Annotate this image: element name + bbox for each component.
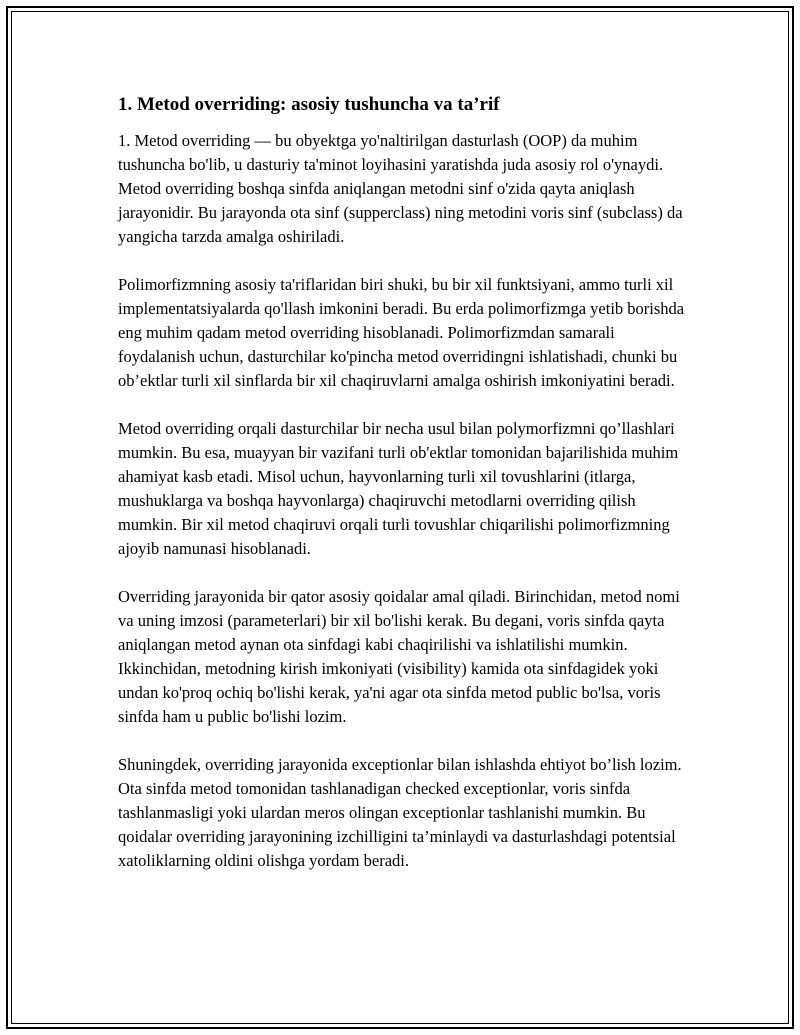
paragraph-4: Overriding jarayonida bir qator asosiy qoidalar amal qiladi. Birinchidan, metod nomi va uning imzosi (parameterlari) bir xil bo'lishi kerak. Bu degani, voris sinfda qayta aniqlangan metod aynan ota sinfdagi kabi chaqirilishi va ishlatilishi mumkin. Ikkinchidan, metodning kirish imkoniyati (visibility) kamida ota sinfdagidek yoki undan ko'proq ochiq bo'lishi kerak, ya'ni agar ota sinfda metod public bo'lsa, voris sinfda ham u public bo'lishi lozim.: [118, 587, 680, 726]
section-heading: 1. Metod overriding: asosiy tushuncha va ta’rif: [118, 94, 500, 115]
paragraph-3: Metod overriding orqali dasturchilar bir necha usul bilan polymorfizmni qo’llashlari mumkin. Bu esa, muayyan bir vazifani turli ob'ektlar tomonidan bajarilishida muhim ahamiyat kasb etadi. Misol uchun, hayvonlarning turli xil tovushlarini (itlarga, mushuklarga va boshqa hayvonlarga) chaqiruvchi metodlarni overriding qilish mumkin. Bir xil metod chaqiruvi orqali turli tovushlar chiqarilishi polimorfizmning ajoyib namunasi hisoblanadi.: [118, 419, 679, 558]
document-body: [118, 92, 690, 897]
paragraph-1: 1. Metod overriding — bu obyektga yo'naltirilgan dasturlash (OOP) da muhim tushuncha bo'lib, u dasturiy ta'minot loyihasini yaratishda juda asosiy rol o'ynaydi. Metod overriding boshqa sinfda aniqlangan metodni sinf o'zida qayta aniqlash jarayonidir. Bu jarayonda ota sinf (supperclass) ning metodini voris sinf (subclass) da yangicha tarzda amalga oshiriladi.: [118, 131, 683, 246]
paragraph-5: Shuningdek, overriding jarayonida exceptionlar bilan ishlashda ehtiyot bo’lish lozim. Ota sinfda metod tomonidan tashlanadigan checked exceptionlar, voris sinfda tashlanmasligi yoki ulardan meros olingan exceptionlar tashlanishi mumkin. Bu qoidalar overriding jarayonining izchilligini ta’minlaydi va dasturlashdagi potentsial xatoliklarning oldini olishga yordam beradi.: [118, 755, 682, 870]
paragraph-2: Polimorfizmning asosiy ta'riflaridan biri shuki, bu bir xil funktsiyani, ammo turli xil implementatsiyalarda qo'llash imkonini beradi. Bu erda polimorfizmga yetib borishda eng muhim qadam metod overriding hisoblanadi. Polimorfizmdan samarali foydalanish uchun, dasturchilar ko'pincha metod overridingni ishlatishadi, chunki bu ob’ektlar turli xil sinflarda bir xil chaqiruvlarni amalga oshirish imkoniyatini beradi.: [118, 275, 685, 390]
